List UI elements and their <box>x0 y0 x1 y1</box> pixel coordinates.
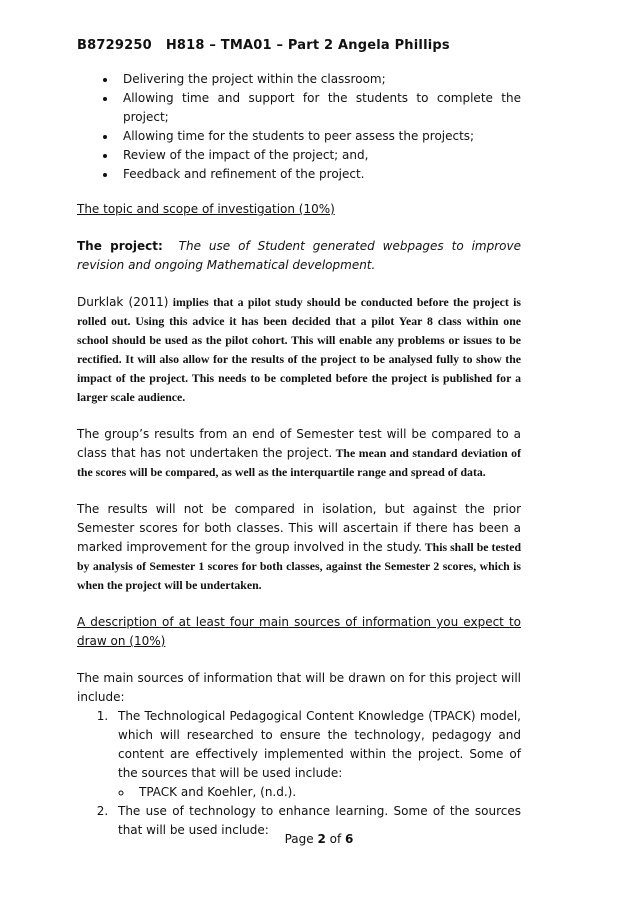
list-item: • Delivering the project within the classroom; <box>117 70 521 89</box>
paragraph-text: The results will not be compared in isolation, but against the prior Semester scores for both classes. This will ascertain if there has been a marked improvement for the group involved in the study. <box>77 502 521 554</box>
document-body <box>77 70 521 840</box>
course-title: H818 – TMA01 – Part 2 Angela Phillips <box>165 38 450 53</box>
paragraph-comparison <box>77 425 521 482</box>
page-footer: Page 2 of 6 <box>284 832 354 846</box>
list-item: • Allowing time for the students to peer assess the projects; <box>117 127 521 146</box>
project-title: The use of Student generated webpages to improve revision and ongoing Mathematical development. <box>77 239 521 272</box>
paragraph-text: The group’s results from an end of Semester test will be compared to a class that has not undertaken the project. <box>77 427 521 460</box>
list-item: • Allowing time and support for the students to complete the project; <box>117 89 521 127</box>
list-item: ◦ TPACK and Koehler, (n.d.). <box>133 783 521 802</box>
citation: Durklak (2011) <box>77 295 169 309</box>
list-item-text: The Technological Pedagogical Content Knowledge (TPACK) model, which will researched to ensure the technology, pedagogy and content are effectively implemented within the project. Some of the sources that will be used include: <box>118 709 521 780</box>
section-heading-sources: A description of at least four main sources of information you expect to draw on (10%) <box>77 615 521 648</box>
paragraph-pilot-study <box>77 293 521 407</box>
list-item: • Review of the impact of the project; and, <box>117 146 521 165</box>
paragraph-text: implies that a pilot study should be conducted before the project is rolled out. Using this advice it has been decided that a pilot Year 8 class within one school should be used as the pilot cohort. This will enable any problems or issues to be rectified. It will also allow for the results of the project to be analysed fully to show the impact of the project. This needs to be completed before the project is published for a larger scale audience. <box>77 295 521 404</box>
task-bullet-list <box>77 70 521 184</box>
list-item-text: The use of technology to enhance learning. Some of the sources that will be used include: <box>118 804 521 837</box>
section-heading-topic: The topic and scope of investigation (10%) <box>77 202 335 216</box>
page-number: 2 <box>317 832 326 846</box>
page-total: 6 <box>345 832 354 846</box>
document-id: B8729250 <box>77 38 152 53</box>
paragraph-analysis <box>77 500 521 595</box>
project-statement <box>77 237 521 275</box>
project-label: The project: <box>77 239 163 253</box>
sources-numbered-list <box>77 707 521 840</box>
paragraph-text: This shall be tested by analysis of Semester 1 scores for both classes, against the Semester 2 scores, which is when the project will be undertaken. <box>77 540 522 592</box>
list-item <box>112 707 521 802</box>
page-header <box>77 38 464 53</box>
sub-bullet-list <box>118 783 521 802</box>
paragraph-sources-intro: The main sources of information that will be drawn on for this project will include: <box>77 671 521 704</box>
list-item: • Feedback and refinement of the project. <box>117 165 521 184</box>
paragraph-text: The mean and standard deviation of the scores will be compared, as well as the interquartile range and spread of data. <box>77 446 521 479</box>
